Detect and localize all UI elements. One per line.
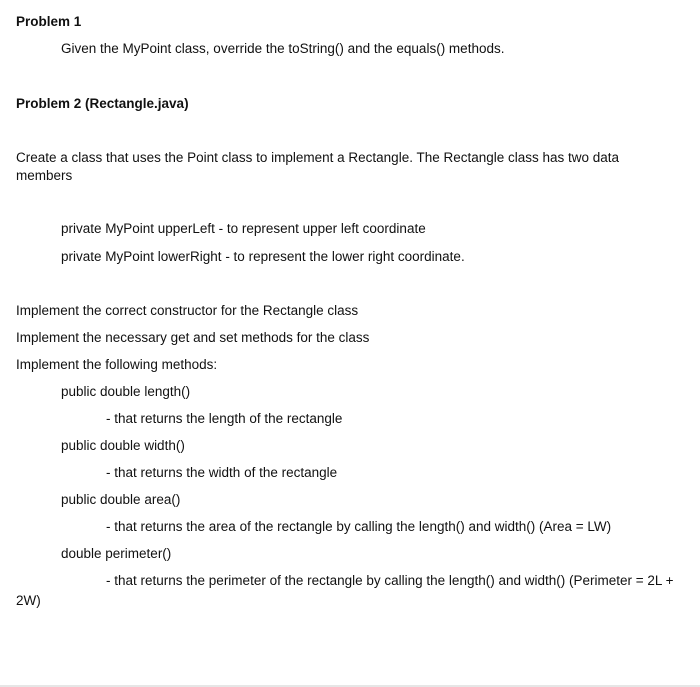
method-area-signature: public double area() (61, 492, 181, 507)
method-length-signature: public double length() (61, 384, 191, 399)
member-lower-right: private MyPoint lowerRight - to represent the lower right coordinate. (61, 249, 465, 264)
problem1-text: Given the MyPoint class, override the toString() and the equals() methods. (61, 41, 505, 56)
method-area-description: - that returns the area of the rectangle by calling the length() and width() (Area = LW) (106, 519, 612, 534)
problem2-heading: Problem 2 (Rectangle.java) (16, 96, 189, 111)
method-perimeter-continuation: 2W) (16, 593, 41, 608)
method-width-description: - that returns the width of the rectangle (106, 465, 338, 480)
method-perimeter-description: - that returns the perimeter of the rectangle by calling the length() and width() (Perimeter = 2L + (106, 573, 674, 588)
instruction-constructor: Implement the correct constructor for the Rectangle class (16, 303, 359, 318)
method-length-description: - that returns the length of the rectangle (106, 411, 343, 426)
instruction-get-set: Implement the necessary get and set methods for the class (16, 330, 370, 345)
problem2-intro: Create a class that uses the Point class to implement a Rectangle. The Rectangle class has two data members (16, 150, 620, 183)
method-width-signature: public double width() (61, 438, 185, 453)
method-perimeter-signature: double perimeter() (61, 546, 172, 561)
instruction-methods: Implement the following methods: (16, 357, 218, 372)
problem1-heading: Problem 1 (16, 14, 82, 29)
member-upper-left: private MyPoint upperLeft - to represent upper left coordinate (61, 221, 426, 236)
